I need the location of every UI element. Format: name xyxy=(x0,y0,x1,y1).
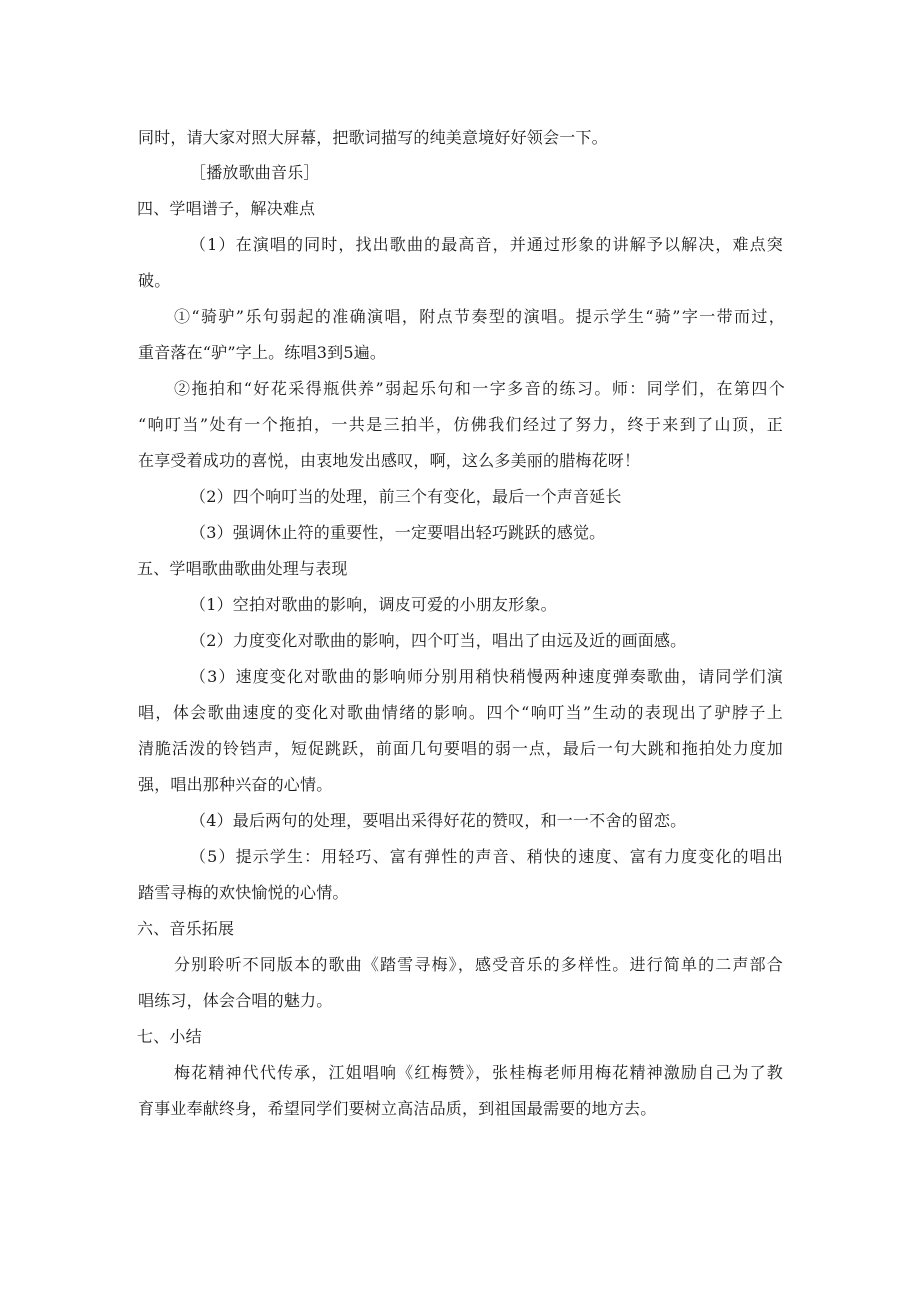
paragraph-line: 强，唱出那种兴奋的心情。 xyxy=(138,775,333,794)
paragraph-line: 重音落在“驴”字上。练唱3到5遍。 xyxy=(138,343,387,362)
paragraph-line: 育事业奉献终身，希望同学们要树立高洁品质，到祖国最需要的地方去。 xyxy=(138,1099,657,1118)
paragraph-line: （3）强调休止符的重要性，一定要唱出轻巧跳跃的感觉。 xyxy=(190,523,606,542)
paragraph-line: 同时，请大家对照大屏幕，把歌词描写的纯美意境好好领会一下。 xyxy=(138,128,608,147)
paragraph-line: 在享受着成功的喜悦，由衷地发出感叹，啊，这么多美丽的腊梅花呀！ xyxy=(138,451,641,470)
paragraph-line: “响叮当”处有一个拖拍，一共是三拍半，仿佛我们经过了努力，终于来到了山顶，正 xyxy=(138,415,783,434)
section-heading: 六、音乐拓展 xyxy=(137,919,235,938)
paragraph-line: 唱，体会歌曲速度的变化对歌曲情绪的影响。四个“响叮当”生动的表现出了驴脖子上 xyxy=(138,703,783,722)
paragraph-line: 清脆活泼的铃铛声，短促跳跃，前面几句要唱的弱一点，最后一句大跳和拖拍处力度加 xyxy=(138,739,783,758)
paragraph-line: （5）提示学生：用轻巧、富有弹性的声音、稍快的速度、富有力度变化的唱出 xyxy=(190,847,783,866)
paragraph-line: 分别聆听不同版本的歌曲《踏雪寻梅》，感受音乐的多样性。进行简单的二声部合 xyxy=(174,955,783,974)
paragraph-line: （1）在演唱的同时，找出歌曲的最高音，并通过形象的讲解予以解决，难点突 xyxy=(190,235,783,254)
paragraph-line: （1）空拍对歌曲的影响，调皮可爱的小朋友形象。 xyxy=(190,595,557,614)
section-heading: 五、学唱歌曲歌曲处理与表现 xyxy=(137,559,348,578)
section-heading: 七、小结 xyxy=(137,1027,202,1046)
paragraph-line: （4）最后两句的处理，要唱出采得好花的赞叹，和一一不舍的留恋。 xyxy=(190,811,687,830)
paragraph-line: 梅花精神代代传承，江姐唱响《红梅赞》，张桂梅老师用梅花精神激励自己为了教 xyxy=(174,1063,783,1082)
paragraph-line: 踏雪寻梅的欢快愉悦的心情。 xyxy=(138,883,349,902)
paragraph-line: （2）四个响叮当的处理，前三个有变化，最后一个声音延长 xyxy=(190,487,622,506)
paragraph-line: ［播放歌曲音乐］ xyxy=(190,163,320,182)
paragraph-line: （2）力度变化对歌曲的影响，四个叮当，唱出了由远及近的画面感。 xyxy=(190,631,687,650)
section-heading: 四、学唱谱子，解决难点 xyxy=(137,199,316,218)
paragraph-line: ①“骑驴”乐句弱起的准确演唱，附点节奏型的演唱。提示学生“骑”字一带而过， xyxy=(174,307,785,326)
paragraph-line: （3）速度变化对歌曲的影响师分别用稍快稍慢两种速度弹奏歌曲，请同学们演 xyxy=(190,667,783,686)
paragraph-line: 唱练习，体会合唱的魅力。 xyxy=(138,991,333,1010)
paragraph-line: 破。 xyxy=(138,271,171,290)
paragraph-line: ②拖拍和“好花采得瓶供养”弱起乐句和一字多音的练习。师：同学们，在第四个 xyxy=(174,379,785,398)
